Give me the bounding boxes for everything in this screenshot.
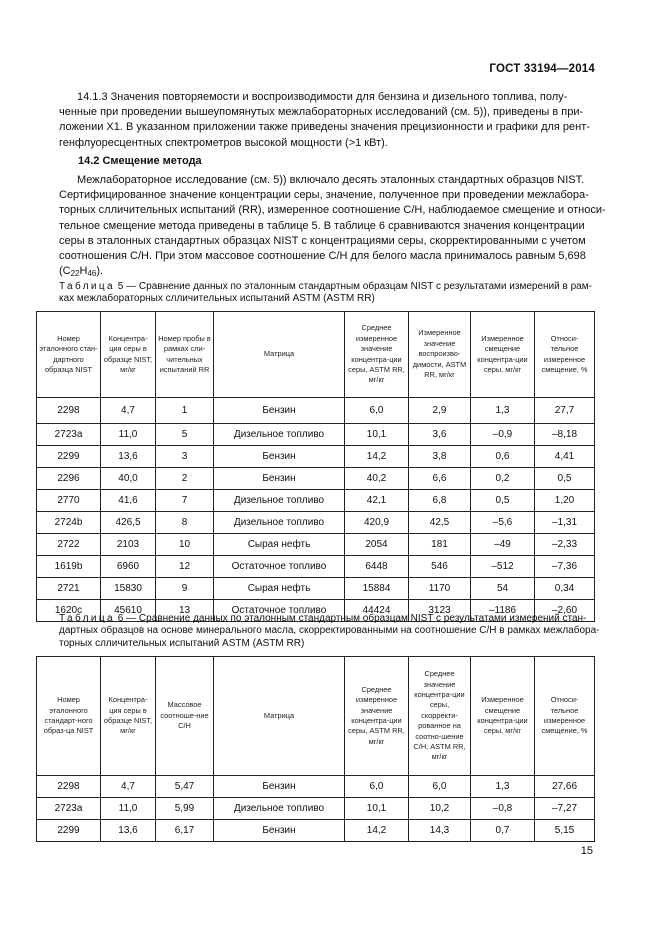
table-cell: 1 bbox=[156, 398, 214, 424]
table-cell: 13,6 bbox=[101, 446, 156, 468]
table5-body bbox=[37, 398, 595, 622]
table-cell: 14,2 bbox=[345, 446, 409, 468]
table-cell: Остаточное топливо bbox=[214, 556, 345, 578]
table-cell: 6,0 bbox=[409, 776, 471, 798]
table-cell: 13,6 bbox=[101, 820, 156, 842]
table6-header bbox=[37, 657, 595, 776]
table-cell: 44424 bbox=[345, 600, 409, 622]
table6-body bbox=[37, 776, 595, 842]
table-cell: Остаточное топливо bbox=[214, 600, 345, 622]
formula-line bbox=[59, 264, 590, 281]
caption-text: 5 — Сравнение данных по эталонным стандартным образцам NIST с результатами измерений в рам- bbox=[115, 281, 592, 292]
table-cell: 0,5 bbox=[471, 490, 535, 512]
caption-label: Таблица bbox=[59, 281, 116, 292]
text-line: Сертифицированное значение концентрации серы, значение, полученное при проведении межлабора- bbox=[59, 189, 589, 202]
table-row bbox=[37, 398, 595, 424]
table-cell: 41,6 bbox=[101, 490, 156, 512]
table-cell: 2299 bbox=[37, 446, 101, 468]
column-header: Измеренное смещение концентра-ции серы, мг/кг bbox=[471, 657, 535, 776]
table-cell: Бензин bbox=[214, 776, 345, 798]
table-cell: 2296 bbox=[37, 468, 101, 490]
table-cell: 10,1 bbox=[345, 424, 409, 446]
column-header: Матрица bbox=[214, 657, 345, 776]
column-header: Матрица bbox=[214, 312, 345, 398]
column-header: Относи-тельное измеренное смещение, % bbox=[535, 312, 595, 398]
table-cell: 6,8 bbox=[409, 490, 471, 512]
table-cell: 5,99 bbox=[156, 798, 214, 820]
table-cell: 4,7 bbox=[101, 398, 156, 424]
table-cell: –2,60 bbox=[535, 600, 595, 622]
column-header: Концентра-ция серы в образце NIST, мг/кг bbox=[101, 312, 156, 398]
table-cell: 6960 bbox=[101, 556, 156, 578]
table-cell: 27,66 bbox=[535, 776, 595, 798]
table-row bbox=[37, 424, 595, 446]
table-cell: 14,3 bbox=[409, 820, 471, 842]
table-cell: 6,0 bbox=[345, 398, 409, 424]
table-cell: –1186 bbox=[471, 600, 535, 622]
table-cell: 2054 bbox=[345, 534, 409, 556]
paragraph-14-2 bbox=[59, 173, 606, 281]
table6-caption bbox=[59, 613, 600, 650]
header-row bbox=[37, 312, 595, 398]
text-line: соотношения С/Н. При этом массовое соотношение С/Н для белого масла принималось равным 5,698 bbox=[59, 250, 586, 263]
table-cell: 0,2 bbox=[471, 468, 535, 490]
table5-header bbox=[37, 312, 595, 398]
table-cell: Бензин bbox=[214, 398, 345, 424]
table-cell: 4,7 bbox=[101, 776, 156, 798]
table-cell: 11,0 bbox=[101, 798, 156, 820]
table-cell: 0,5 bbox=[535, 468, 595, 490]
caption-line: дартных образцов на основе минерального масла, скорректированными на соотношение С/Н в рамках межлабора- bbox=[59, 625, 600, 637]
table-row bbox=[37, 578, 595, 600]
table-cell: –512 bbox=[471, 556, 535, 578]
table-cell: 1,3 bbox=[471, 776, 535, 798]
table-cell: 1620c bbox=[37, 600, 101, 622]
table-cell: 42,5 bbox=[409, 512, 471, 534]
table-cell: 1619b bbox=[37, 556, 101, 578]
caption-line bbox=[59, 281, 590, 293]
table-cell: Бензин bbox=[214, 820, 345, 842]
table-cell: 1170 bbox=[409, 578, 471, 600]
column-header: Номер эталонного стан-дартного образца NIST bbox=[37, 312, 101, 398]
table-cell: 2770 bbox=[37, 490, 101, 512]
table-cell: 54 bbox=[471, 578, 535, 600]
table-cell: 6448 bbox=[345, 556, 409, 578]
table-cell: 0,6 bbox=[471, 446, 535, 468]
table-cell: 3,8 bbox=[409, 446, 471, 468]
table-cell: 40,2 bbox=[345, 468, 409, 490]
column-header: Среднее измеренное значение концентра-ции серы, ASTM RR, мг/кг bbox=[345, 312, 409, 398]
table-cell: 2723a bbox=[37, 424, 101, 446]
table-cell: 181 bbox=[409, 534, 471, 556]
table-cell: Бензин bbox=[214, 468, 345, 490]
text-line: Межлабораторное исследование (см. 5)) включало десять эталонных стандартных образцов NIST. bbox=[77, 174, 585, 186]
table-cell: 2103 bbox=[101, 534, 156, 556]
table-row bbox=[37, 798, 595, 820]
table-cell: –1,31 bbox=[535, 512, 595, 534]
table-row bbox=[37, 820, 595, 842]
table-cell: Дизельное топливо bbox=[214, 424, 345, 446]
table-cell: Дизельное топливо bbox=[214, 512, 345, 534]
table-cell: 546 bbox=[409, 556, 471, 578]
table-cell: 40,0 bbox=[101, 468, 156, 490]
table-cell: –5,6 bbox=[471, 512, 535, 534]
table-cell: Бензин bbox=[214, 446, 345, 468]
table-cell: 2721 bbox=[37, 578, 101, 600]
table-cell: 10 bbox=[156, 534, 214, 556]
table-row bbox=[37, 468, 595, 490]
table-row bbox=[37, 490, 595, 512]
text-line: генфлуоресцентных спектрометров высокой мощности (>1 кВт). bbox=[59, 136, 388, 149]
table-cell: Сырая нефть bbox=[214, 578, 345, 600]
table-cell: –0,8 bbox=[471, 798, 535, 820]
table-cell: 2298 bbox=[37, 776, 101, 798]
formula-mid: H bbox=[79, 265, 88, 278]
table-cell: 420,9 bbox=[345, 512, 409, 534]
table-cell: –2,33 bbox=[535, 534, 595, 556]
table-cell: 2722 bbox=[37, 534, 101, 556]
table-cell: 45610 bbox=[101, 600, 156, 622]
table-cell: 8 bbox=[156, 512, 214, 534]
table-row bbox=[37, 776, 595, 798]
table-cell: 11,0 bbox=[101, 424, 156, 446]
caption-label: Таблица bbox=[59, 613, 116, 624]
formula-open: (C bbox=[59, 265, 71, 278]
table-cell: 426,5 bbox=[101, 512, 156, 534]
table-row bbox=[37, 534, 595, 556]
table-cell: 5 bbox=[156, 424, 214, 446]
column-header: Относи-тельное измеренное смещение, % bbox=[535, 657, 595, 776]
table-cell: 1,20 bbox=[535, 490, 595, 512]
table5-caption bbox=[59, 281, 590, 306]
table-cell: 3,6 bbox=[409, 424, 471, 446]
table-cell: 6,6 bbox=[409, 468, 471, 490]
table-cell: 14,2 bbox=[345, 820, 409, 842]
table-cell: 10,2 bbox=[409, 798, 471, 820]
column-header: Номер эталонного стандарт-ного образ-ца NIST bbox=[37, 657, 101, 776]
table-cell: 4,41 bbox=[535, 446, 595, 468]
column-header: Измеренное смещение концентра-ции серы, мг/кг bbox=[471, 312, 535, 398]
table-cell: Сырая нефть bbox=[214, 534, 345, 556]
table-cell: 42,1 bbox=[345, 490, 409, 512]
column-header: Массовое соотноше-ние С/Н bbox=[156, 657, 214, 776]
table-cell: 3123 bbox=[409, 600, 471, 622]
column-header: Номер пробы в рамках сли-чительных испытаний RR bbox=[156, 312, 214, 398]
table-cell: 2724b bbox=[37, 512, 101, 534]
header-row bbox=[37, 657, 595, 776]
table-cell: 2,9 bbox=[409, 398, 471, 424]
page-number: 15 bbox=[580, 845, 593, 857]
table-cell: 6,0 bbox=[345, 776, 409, 798]
section-heading-14-2: 14.2 Смещение метода bbox=[78, 155, 202, 167]
text-line: ченные при проведении вышеупомянутых межлабораторных исследований (см. 5)), приведены в при- bbox=[59, 106, 584, 119]
table-cell: 15830 bbox=[101, 578, 156, 600]
table-cell: 2 bbox=[156, 468, 214, 490]
table-cell: 2723a bbox=[37, 798, 101, 820]
standard-id: ГОСТ 33194—2014 bbox=[489, 63, 595, 75]
table-cell: 2299 bbox=[37, 820, 101, 842]
column-header: Среднее измеренное значение концентра-ции серы, ASTM RR, мг/кг bbox=[345, 657, 409, 776]
table-cell: 10,1 bbox=[345, 798, 409, 820]
table-cell: 0,34 bbox=[535, 578, 595, 600]
table-cell: 3 bbox=[156, 446, 214, 468]
table-cell: 7 bbox=[156, 490, 214, 512]
caption-text: 6 — Сравнение данных по эталонным стандартным образцам NIST с результатами измерений стан- bbox=[115, 613, 587, 624]
table-cell: 5,15 bbox=[535, 820, 595, 842]
table-cell: 0,7 bbox=[471, 820, 535, 842]
text-line: 14.1.3 Значения повторяемости и воспроизводимости для бензина и дизельного топлива, полу- bbox=[77, 91, 568, 103]
table-cell: 27,7 bbox=[535, 398, 595, 424]
paragraph-14-1-3 bbox=[59, 90, 590, 151]
caption-line: торных слличительных испытаний ASTM (ASTM RR) bbox=[59, 637, 305, 649]
column-header: Измеренное значение воспроизво-димости, ASTM RR, мг/кг bbox=[409, 312, 471, 398]
caption-line: ках межлабораторных слличительных испытаний ASTM (ASTM RR) bbox=[59, 293, 375, 305]
table-cell: 12 bbox=[156, 556, 214, 578]
table-cell: 6,17 bbox=[156, 820, 214, 842]
table-row bbox=[37, 446, 595, 468]
formula-subscript: 46 bbox=[87, 269, 97, 279]
text-line: ложении Х1. В указанном приложении также приведены значения прецизионности и графики для рент- bbox=[59, 121, 590, 134]
text-line: серы в эталонных стандартных образцах NIST с концентрациями серы, скорректированными с учетом bbox=[59, 234, 586, 247]
table-row bbox=[37, 512, 595, 534]
table-6 bbox=[36, 656, 595, 842]
table-cell: 1,3 bbox=[471, 398, 535, 424]
column-header: Концентра-ция серы в образце NIST, мг/кг bbox=[101, 657, 156, 776]
table-cell: 2298 bbox=[37, 398, 101, 424]
column-header: Среднее значение концентра-ции серы, скорректи-рованное на соотно-шение С/Н, ASTM RR, мг/кг bbox=[409, 657, 471, 776]
table-cell: 5,47 bbox=[156, 776, 214, 798]
table-cell: Дизельное топливо bbox=[214, 490, 345, 512]
table-row bbox=[37, 556, 595, 578]
table-cell: Дизельное топливо bbox=[214, 798, 345, 820]
table-cell: 15884 bbox=[345, 578, 409, 600]
table-cell: –0,9 bbox=[471, 424, 535, 446]
table-cell: –7,27 bbox=[535, 798, 595, 820]
caption-line bbox=[59, 613, 590, 625]
table-cell: 13 bbox=[156, 600, 214, 622]
text-line: тельное смещение метода приведены в таблице 5. В таблице 6 сравниваются значения концентрации bbox=[59, 219, 585, 232]
table-cell: 9 bbox=[156, 578, 214, 600]
text-line: торных слличительных испытаний (RR), измеренное соотношение С/Н, наблюдаемое смещение и относи- bbox=[59, 204, 606, 217]
table-5 bbox=[36, 311, 595, 622]
formula-close: ). bbox=[96, 265, 104, 278]
table-cell: –8,18 bbox=[535, 424, 595, 446]
formula-subscript: 22 bbox=[70, 269, 80, 279]
table-cell: –49 bbox=[471, 534, 535, 556]
table-cell: –7,36 bbox=[535, 556, 595, 578]
